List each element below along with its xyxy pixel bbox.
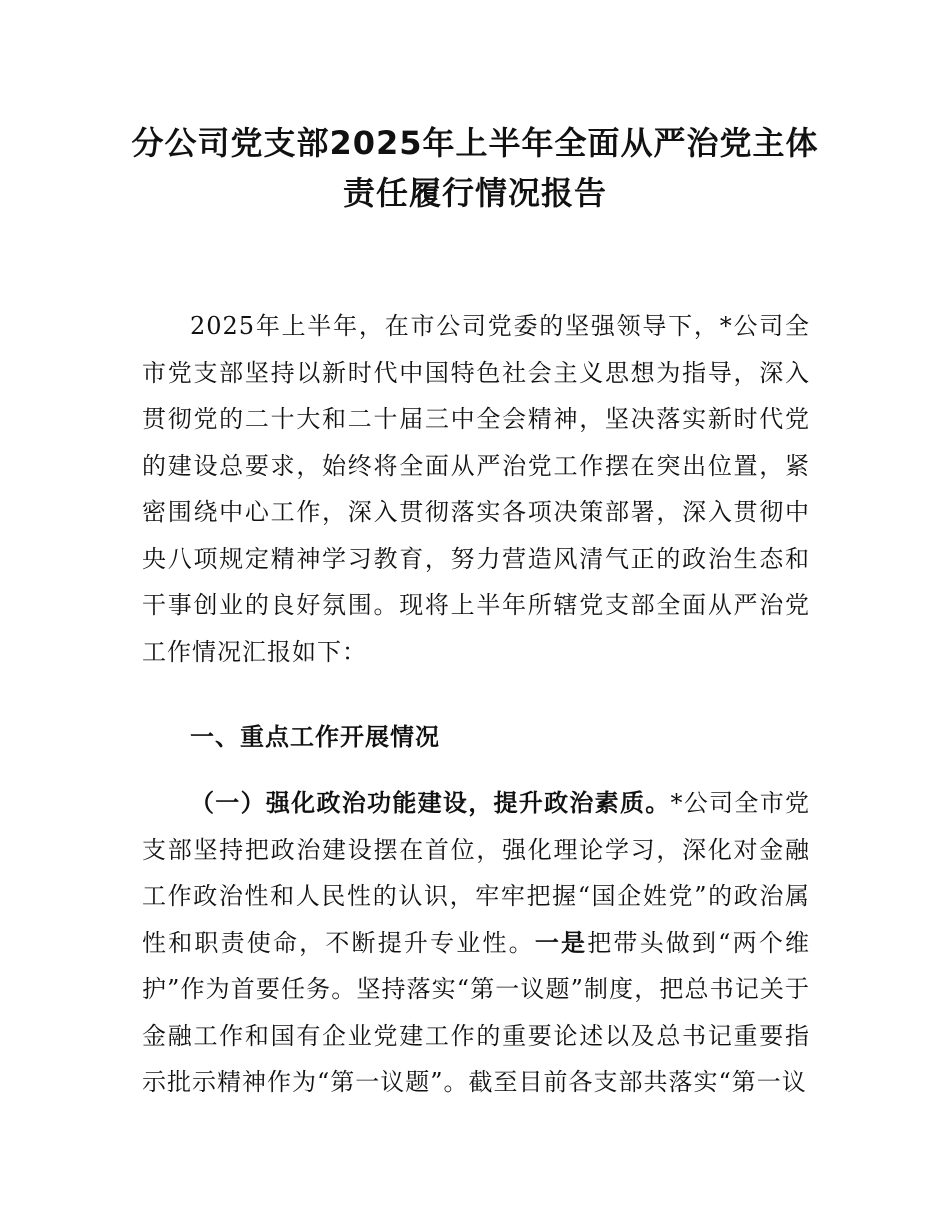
section-heading-1: 一、重点工作开展情况 [190,723,440,751]
subsection-heading-1: （一）强化政治功能建设，提升政治素质。 [190,789,671,817]
intro-paragraph: 2025年上半年，在市公司党委的坚强领导下，*公司全市党支部坚持以新时代中国特色社会主义思想为指导，深入贯彻党的二十大和二十届三中全会精神，坚决落实新时代党的建设总要求，始终将全面从严治党工作摆在突出位置，紧密围绕中心工作，深入贯彻落实各项决策部署，深入贯彻中央八项规定精神学习教育，努力营造风清气正的政治生态和干事创业的良好氛围。现将上半年所辖党支部全面从严治党工作情况汇报如下： [142,312,810,666]
subsection-text-part-2: 把带头做到“两个维护”作为首要任务。坚持落实“第一议题”制度，把总书记关于金融工作和国有企业党建工作的重要论述以及总书记重要指示批示精神作为“第一议题”。截至目前各支部共落实“第一议 [142,928,811,1096]
subsection-paragraph-1 [142,780,810,1106]
document-title: 分公司党支部2025年上半年全面从严治党主体责任履行情况报告 [131,124,819,212]
subsection-text-part-1: *公司全市党支部坚持把政治建设摆在首位，强化理论学习，深化对金融工作政治性和人民性的认识，牢牢把握“国企姓党”的政治属性和职责使命，不断提升专业性。 [142,789,811,957]
item-label-1: 一是 [534,928,588,957]
